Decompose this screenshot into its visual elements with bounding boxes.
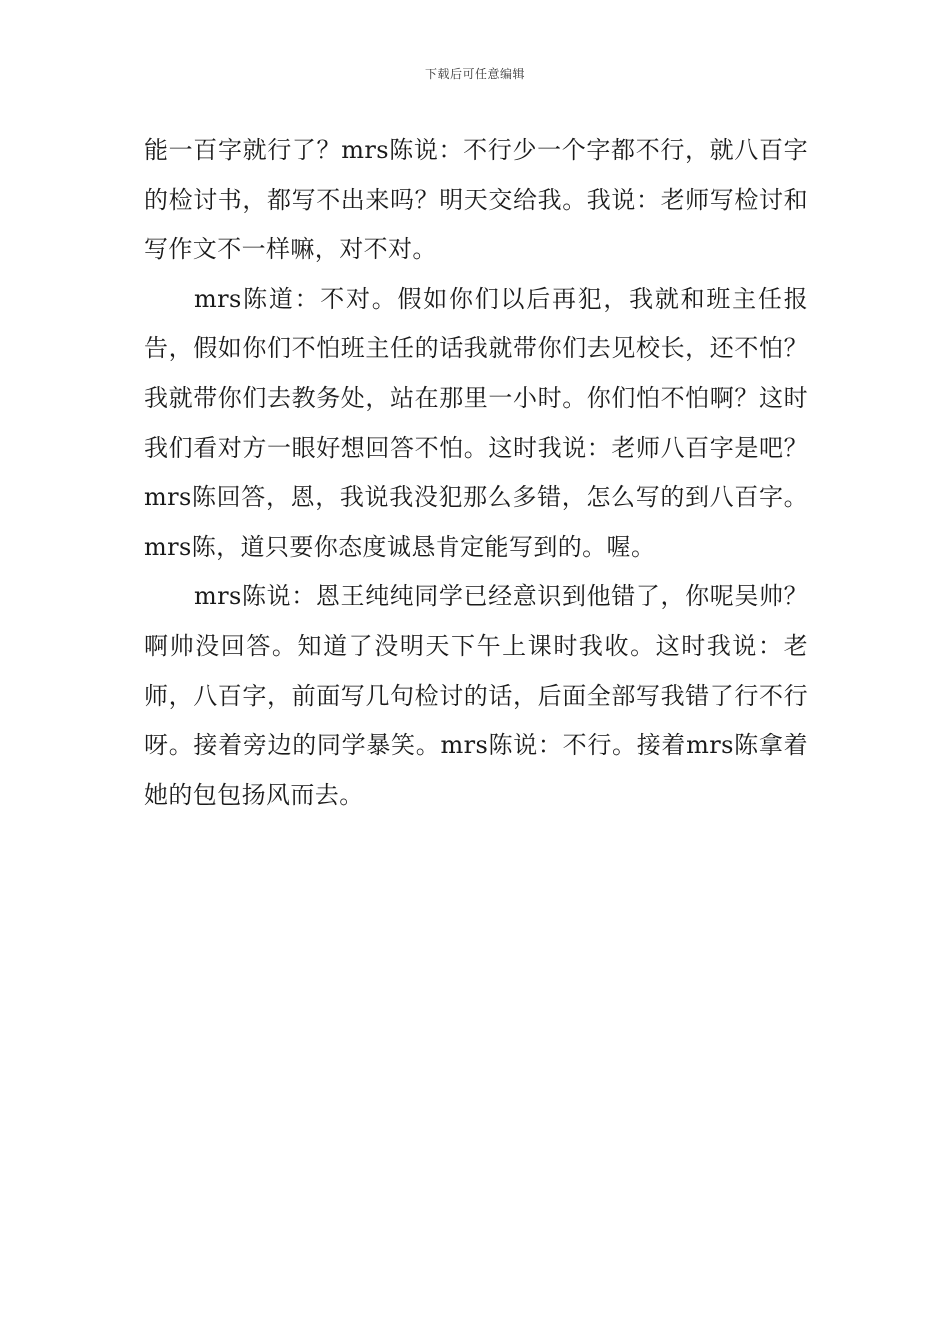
paragraph-3: mrs陈说：恩王纯纯同学已经意识到他错了，你呢吴帅？啊帅没回答。知道了没明天下午上课时我收。这时我说：老师，八百字，前面写几句检讨的话，后面全部写我错了行不行呀。接着旁边的同学暴笑。mrs陈说：不行。接着mrs陈拿着她的包包扬风而去。 xyxy=(144,582,808,809)
paragraph-1: 能一百字就行了？mrs陈说：不行少一个字都不行，就八百字的检讨书，都写不出来吗？明天交给我。我说：老师写检讨和写作文不一样嘛，对不对。 xyxy=(144,136,808,264)
paragraph-2: mrs陈道：不对。假如你们以后再犯，我就和班主任报告，假如你们不怕班主任的话我就带你们去见校长，还不怕？我就带你们去教务处，站在那里一小时。你们怕不怕啊？这时我们看对方一眼好想回答不怕。这时我说：老师八百字是吧？mrs陈回答，恩，我说我没犯那么多错，怎么写的到八百字。mrs陈，道只要你态度诚恳肯定能写到的。喔。 xyxy=(144,284,808,561)
document-body xyxy=(144,126,808,820)
page-header: 下载后可任意编辑 xyxy=(424,67,525,81)
